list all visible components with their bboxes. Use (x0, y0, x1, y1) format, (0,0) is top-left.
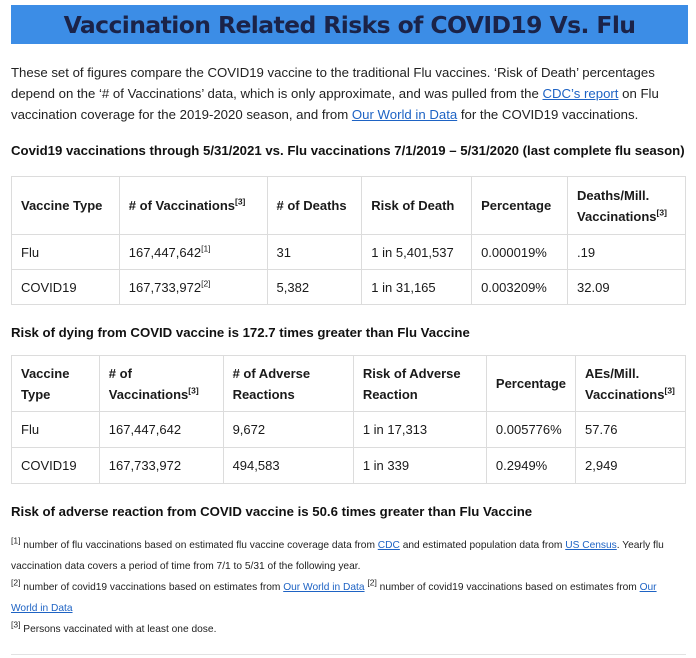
footnote-marker: [2] (11, 577, 21, 588)
footnote-ref: [2] (201, 278, 211, 289)
footnote-ref: [3] (664, 385, 675, 396)
table-row (12, 412, 686, 448)
deaths-table (11, 176, 686, 305)
col-percentage: Percentage (472, 177, 568, 235)
col-deaths-per-mill-label: Deaths/Mill. Vaccinations (577, 187, 657, 224)
table2-conclusion: Risk of adverse reaction from COVID vaccine is 50.6 times greater than Flu Vaccine (11, 504, 533, 519)
footnote-3 (11, 619, 681, 640)
table-row (12, 235, 686, 270)
divider (11, 654, 686, 655)
col-vaccine-type: Vaccine Type (12, 356, 100, 412)
cell-vaccine-type: COVID19 (12, 448, 100, 484)
cell-vaccinations-value: 167,447,642 (128, 244, 202, 260)
footnote-marker: [1] (11, 535, 21, 546)
col-deaths: # of Deaths (267, 177, 362, 235)
cell-vaccinations (119, 270, 267, 305)
our-world-in-data-link[interactable]: Our World in Data (351, 107, 458, 122)
cell-risk: 1 in 339 (353, 448, 486, 484)
table1-conclusion: Risk of dying from COVID vaccine is 172.7 times greater than Flu Vaccine (11, 325, 470, 340)
col-adverse-reactions: # of Adverse Reactions (223, 356, 353, 412)
col-aes-per-mill-label: AEs/Mill. Vaccinations (585, 365, 665, 402)
cell-risk: 1 in 31,165 (362, 270, 472, 305)
table-row (12, 448, 686, 484)
cell-vaccine-type: Flu (12, 412, 100, 448)
table-header-row (12, 356, 686, 412)
our-world-in-data-link[interactable]: Our World in Data (283, 582, 365, 593)
table-header-row (12, 177, 686, 235)
adverse-reactions-table (11, 355, 686, 484)
footnote-text: number of covid19 vaccinations based on estimates from (376, 582, 640, 593)
title-banner (11, 5, 688, 44)
cell-per-mill: 2,949 (576, 448, 686, 484)
col-vaccinations-label: # of Vaccinations (128, 198, 235, 213)
footnote-marker: [3] (11, 619, 21, 630)
page-title: Vaccination Related Risks of COVID19 Vs. Flu (63, 10, 636, 39)
cell-risk: 1 in 17,313 (353, 412, 486, 448)
cell-vaccine-type: Flu (12, 235, 120, 270)
footnote-ref: [3] (656, 207, 667, 218)
col-vaccinations (99, 356, 223, 412)
cdc-link[interactable]: CDC (377, 540, 400, 551)
table1-heading: Covid19 vaccinations through 5/31/2021 vs. Flu vaccinations 7/1/2019 – 5/31/2020 (last complete flu season) (11, 143, 685, 158)
cell-vaccinations: 167,733,972 (99, 448, 223, 484)
footnote-2 (11, 577, 681, 619)
cell-vaccinations: 167,447,642 (99, 412, 223, 448)
intro-text-3: for the COVID19 vaccinations. (457, 107, 639, 122)
col-risk-of-adverse-reaction: Risk of Adverse Reaction (353, 356, 486, 412)
footnote-text: . Yearly flu vaccination data covers a period of time from 7/1 to 5/31 of the following year. (11, 540, 664, 572)
cell-percentage: 0.2949% (486, 448, 575, 484)
cell-percentage: 0.003209% (472, 270, 568, 305)
col-vaccine-type: Vaccine Type (12, 177, 120, 235)
cell-vaccinations (119, 235, 267, 270)
intro-text-1: These set of figures compare the COVID19 vaccine to the traditional Flu vaccines. ‘Risk of Death’ percentages depend on the ‘# of Vaccinations’ data, which is only approximate, and was pulled from the (11, 65, 655, 101)
cell-vaccine-type: COVID19 (12, 270, 120, 305)
footnote-marker: [2] (367, 577, 377, 588)
cell-deaths: 5,382 (267, 270, 362, 305)
us-census-link[interactable]: US Census (565, 540, 617, 551)
footnote-ref: [3] (234, 196, 246, 207)
cell-percentage: 0.005776% (486, 412, 575, 448)
footnote-ref: [3] (188, 385, 199, 396)
col-aes-per-mill (576, 356, 686, 412)
cell-adverse-reactions: 9,672 (223, 412, 353, 448)
col-vaccinations (119, 177, 267, 235)
footnote-text: number of covid19 vaccinations based on estimates from (20, 582, 284, 593)
cell-percentage: 0.000019% (472, 235, 568, 270)
footnote-1 (11, 535, 681, 577)
col-vaccinations-label: # of Vaccinations (108, 365, 189, 402)
cell-per-mill: 32.09 (568, 270, 686, 305)
col-deaths-per-mill (568, 177, 686, 235)
footnote-text: Persons vaccinated with at least one dose. (20, 624, 217, 635)
cell-per-mill: .19 (568, 235, 686, 270)
our-world-in-data-link[interactable]: Our World in Data (11, 582, 657, 614)
footnote-ref: [1] (201, 243, 211, 254)
footnote-text: number of flu vaccinations based on estimated flu vaccine coverage data from (20, 540, 378, 551)
table-row (12, 270, 686, 305)
cell-risk: 1 in 5,401,537 (362, 235, 472, 270)
intro-paragraph (11, 62, 691, 125)
cell-deaths: 31 (267, 235, 362, 270)
col-risk-of-death: Risk of Death (362, 177, 472, 235)
cdc-report-link[interactable]: CDC’s report (542, 86, 619, 101)
cell-vaccinations-value: 167,733,972 (128, 279, 202, 295)
col-percentage: Percentage (486, 356, 575, 412)
intro-text-2: on Flu vaccination coverage for the 2019-2020 season, and from (11, 86, 659, 122)
footnote-text: and estimated population data from (399, 540, 566, 551)
cell-adverse-reactions: 494,583 (223, 448, 353, 484)
cell-per-mill: 57.76 (576, 412, 686, 448)
